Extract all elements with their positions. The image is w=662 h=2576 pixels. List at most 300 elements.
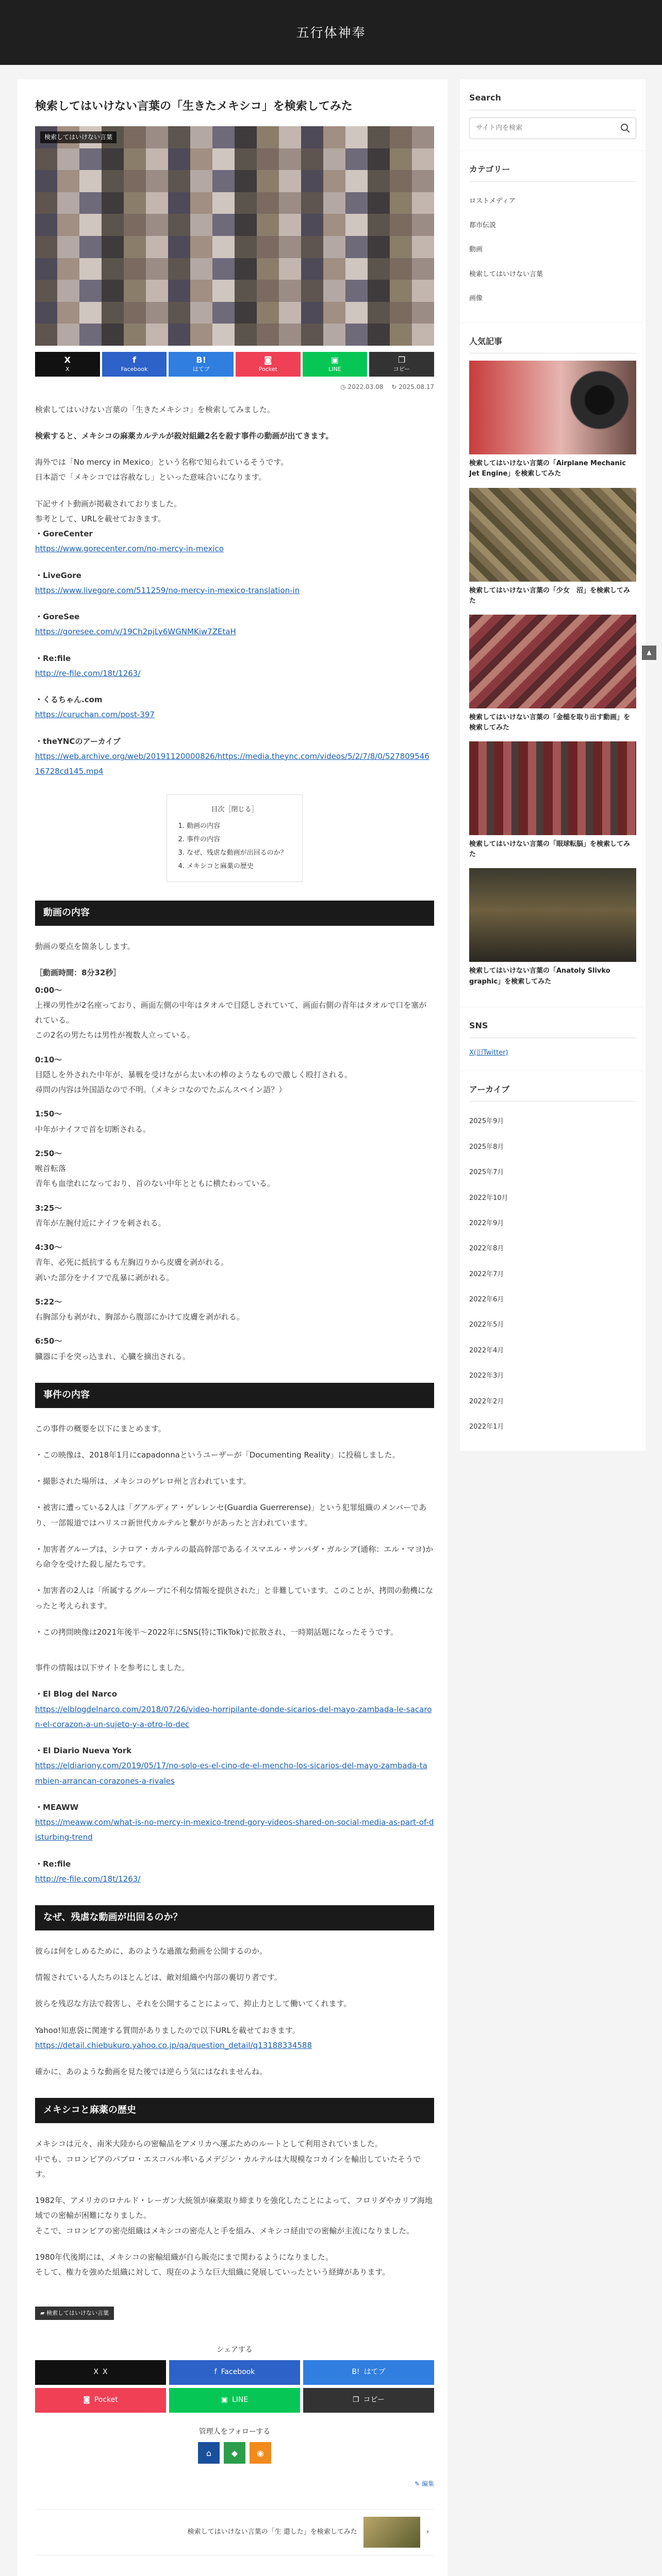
search-box [469,117,636,139]
mosaic-tile [146,280,168,302]
eyecatch-image [35,126,434,346]
paragraph: 彼らは何をしめるために、あのような過激な動画を公開するのか。 [35,1946,268,1956]
mosaic-tile [323,148,345,171]
mosaic-tile [168,280,190,302]
section-lead: 動画の要点を箇条しします。 [35,942,135,952]
source-item [35,1687,434,1732]
share-hatena-button[interactable] [169,352,234,377]
mosaic-tile [257,258,279,280]
sns-widget [460,1007,646,1071]
source-link[interactable]: http://re-file.com/18t/1263/ [35,668,141,678]
mosaic-tile [368,280,390,302]
timeline-entry [35,1334,434,1364]
mosaic-tile [390,302,412,324]
search-icon[interactable] [620,123,631,133]
entry-content [35,402,434,2576]
mosaic-tile [257,302,279,324]
timeline-text: 右胸部分も剥がれ、胸部から腹部にかけて皮膚を剥がれる。 [35,1312,244,1322]
time-label: ［動画時間：8分32秒］ [35,968,121,978]
source-link[interactable]: https://web.archive.org/web/20191120000826/https://media.theync.com/videos/5/2/7/8/0/52780954616728cd145.mp4 [35,751,429,776]
post-title: 検索してはいけない言葉の「Airplane Mechanic Jet Engine」を検索してみた [469,460,626,478]
paragraph: ・被害に遭っている2人は「グアルディア・ゲレレンセ(Guardia Guerrerense)」という犯罪組織のメンバーであり、一部報道ではハリスコ新世代カルテルと繋がりがあったと言われています。 [35,1503,427,1528]
mosaic-tile [190,258,212,280]
toc-item[interactable]: 1. 動画の内容 [187,820,292,833]
mosaic-tile [390,214,412,236]
category-item[interactable]: 都市伝説 [469,221,496,229]
mosaic-tile [212,170,235,192]
tag-badge[interactable] [35,2307,114,2319]
timestamp: 1:50〜 [35,1109,62,1119]
toc-item[interactable]: 3. なぜ、残虐な動画が出回るのか？ [187,846,292,860]
intro-line: 参考として、URLを載せておきます。 [35,514,166,523]
section-heading: 動画の内容 [35,901,434,926]
timestamp: 2:50〜 [35,1148,62,1158]
comments-title [35,2574,434,2576]
share-facebook-button[interactable] [102,352,167,377]
paragraph [35,2250,434,2280]
toc-title[interactable]: 目次［閉じる］ [211,806,258,814]
mosaic-tile [235,170,257,192]
mosaic-tile [102,192,124,214]
mosaic-tile [212,302,235,324]
mosaic-tile [345,324,368,346]
mosaic-tile [124,236,146,258]
mosaic-tile [368,126,390,148]
mosaic-tile [190,148,212,171]
mosaic-tile [323,192,345,214]
mosaic-tile [168,126,190,148]
feedly-icon[interactable]: ◆ [224,2442,245,2464]
mosaic-tile [79,148,102,171]
share-facebook-button[interactable] [169,2360,300,2385]
mosaic-tile [368,192,390,214]
share-hatena-button[interactable] [303,2360,434,2385]
timestamp: 0:10〜 [35,1055,62,1064]
mosaic-tile [412,126,434,148]
post-title: 検索してはいけない言葉の「Anatoly Slivko graphic」を検索してみた [469,967,610,986]
section-heading: なぜ、残虐な動画が出回るのか？ [35,1905,434,1930]
chevron-up-icon: ▲ [647,649,652,656]
mosaic-tile [390,192,412,214]
timeline-text: 目隠しを外された中年が、暴戦を受けながら太い木の棒のようなもので激しく殴打される。 [35,1070,353,1079]
archive-widget [460,1071,646,1451]
mosaic-tile [35,148,57,171]
mosaic-tile [102,258,124,280]
mosaic-tile [57,302,79,324]
mosaic-tile [412,170,434,192]
mosaic-tile [279,258,301,280]
mosaic-tile [102,214,124,236]
mosaic-tile [412,302,434,324]
mosaic-tile [212,258,235,280]
mosaic-tile [146,214,168,236]
source-item [35,1800,434,1845]
mosaic-tile [79,280,102,302]
mosaic-tile [190,280,212,302]
mosaic-tile [390,324,412,346]
home-icon[interactable]: ⌂ [198,2442,220,2464]
mosaic-tile [79,258,102,280]
widget-title: Search [469,91,636,110]
mosaic-tile [79,192,102,214]
mosaic-tile [390,170,412,192]
mosaic-tile [235,324,257,346]
mosaic-tile [323,302,345,324]
source-link[interactable]: https://curuchan.com/post-397 [35,710,155,720]
timeline-text: この2名の男たちは男性が複数人立っている。 [35,1030,195,1040]
search-widget [460,79,646,150]
intro-paragraph: 検索してはいけない言葉の「生きたメキシコ」を検索してみました。 [35,404,275,414]
mosaic-tile [190,236,212,258]
mosaic-tile [124,324,146,346]
timeline-entry [35,1107,434,1137]
mosaic-tile [212,236,235,258]
paragraph: 彼らを残忍な方法で殺害し、それを公開することによって、抑止力として働いてくれます。 [35,1999,352,2009]
incident-summary [35,1421,434,1676]
follow-box [35,2425,434,2464]
timeline-entry [35,1053,434,1098]
mosaic-tile [102,236,124,258]
popular-post[interactable] [469,868,636,987]
mosaic-tile [368,214,390,236]
mosaic-tile [102,324,124,346]
mosaic-tile [323,214,345,236]
archive-item[interactable]: 2022年10月 [469,1194,508,1202]
archive-item[interactable]: 2022年8月 [469,1245,504,1253]
mosaic-tile [301,302,323,324]
mosaic-tile [257,280,279,302]
mosaic-tile [190,192,212,214]
share-line-button[interactable] [169,2388,300,2413]
pencil-icon: ✎ [415,2480,422,2488]
source-item [35,568,434,599]
popular-post[interactable] [469,488,636,606]
popular-post[interactable] [469,361,636,479]
mosaic-tile [235,192,257,214]
site-title[interactable]: 五行体神奉 [296,25,366,40]
mosaic-tile [345,302,368,324]
mosaic-tile [323,126,345,148]
mosaic-tile [35,214,57,236]
paragraph: 確かに、あのような動画を見た後では逆らう気にはなれませんね。 [35,2067,268,2077]
mosaic-tile [257,236,279,258]
mosaic-tile [57,258,79,280]
mosaic-tile [57,214,79,236]
refresh-icon: ↻ [391,383,397,391]
archive-item[interactable]: 2025年9月 [469,1117,504,1126]
mosaic-tile [212,192,235,214]
mosaic-tile [345,192,368,214]
share-x-button[interactable] [35,352,100,377]
pocket-icon: ◙ [83,2396,90,2404]
mosaic-tile [279,324,301,346]
mosaic-tile [279,302,301,324]
source-item [35,651,434,682]
edit-label: 編集 [421,2480,434,2488]
mosaic-tile [279,280,301,302]
timeline-entry [35,983,434,1043]
section-heading: メキシコと麻薬の歴史 [35,2098,434,2123]
mosaic-tile [235,236,257,258]
share-pocket-button[interactable] [35,2388,166,2413]
mosaic-tile [412,192,434,214]
paragraph-line: 1980年代後期には、メキシコの密輸組織が自ら販売にまで関わるようになりました。 [35,2252,334,2262]
mosaic-tile [168,214,190,236]
mosaic-tile [368,236,390,258]
share-copy-button[interactable] [303,2388,434,2413]
source-name: ・Re:file [35,653,71,663]
timeline-text: 臓器に手を突っ込まれ、心臓を摘出される。 [35,1351,190,1361]
post-thumbnail [469,615,636,708]
post-thumbnail [469,488,636,582]
mosaic-tile [57,148,79,171]
category-item[interactable]: ロストメディア [469,197,516,205]
paragraph [35,2137,434,2182]
mosaic-tile [35,170,57,192]
post-title: 検索してはいけない言葉の「金槌を取り出す動画」を検索してみた [469,713,631,732]
timeline-text: 喉首転落 [35,1164,67,1174]
mosaic-tile [323,258,345,280]
comment-area [35,2574,434,2576]
toc-item[interactable]: 2. 事件の内容 [187,833,292,846]
mosaic-tile [124,258,146,280]
paragraph: ・この映像は、2018年1月にcapadonnaというユーザーが「Documenting Reality」に投稿しました。 [35,1450,400,1460]
share-copy-button[interactable] [369,352,434,377]
source-item [35,734,434,779]
mosaic-tile [390,258,412,280]
copy-icon: ❐ [352,2396,359,2404]
mosaic-tile [124,148,146,171]
share-label: はてブ [363,2368,386,2377]
mosaic-tile [301,236,323,258]
source-link[interactable]: http://re-file.com/18t/1263/ [35,1874,141,1884]
category-label[interactable]: 検索してはいけない言葉 [40,131,117,143]
scroll-to-top-button[interactable] [642,646,656,660]
source-link[interactable]: https://goresee.com/v/19Ch2pjLy6WGNMKiw7ZEtaH [35,627,236,637]
category-item[interactable]: 検索してはいけない言葉 [469,270,543,278]
mosaic-tile [345,126,368,148]
clock-icon: ◷ [340,383,346,391]
site-header [0,0,662,65]
share-label: X [103,2368,108,2377]
mosaic-tile [124,126,146,148]
archive-item[interactable]: 2022年6月 [469,1296,504,1304]
main-article [18,79,448,2576]
source-item [35,527,434,557]
mosaic-tile [146,302,168,324]
widget-title: アーカイブ [469,1082,636,1102]
mosaic-tile [168,148,190,171]
paragraph [35,2193,434,2239]
popular-widget [460,323,646,1007]
mosaic-tile [168,236,190,258]
mosaic-tile [323,236,345,258]
paragraph-line: そこで、コロンビアの密売組織はメキシコの密売人と手を組み、メキシコ経由での密輸が主流になりました。 [35,2226,415,2235]
x-icon: X [64,355,71,365]
next-post-title: 検索してはいけない言葉の「生 還した」を検索してみた [187,2528,357,2536]
share-line-button[interactable] [303,352,368,377]
mosaic-tile [257,214,279,236]
mosaic-tile [412,148,434,171]
paragraph: ・加害者の2人は「所属するグループに不利な情報を提供された」と非難しています。このことが、拷問の動機になったと考えられます。 [35,1586,434,1611]
line-icon: ▣ [221,2396,228,2404]
source-name: ・El Blog del Narco [35,1689,117,1699]
mosaic-tile [235,126,257,148]
source-link[interactable]: https://elblogdelnarco.com/2018/07/26/video-horripilante-donde-sicarios-del-mayo-zambada-le-sacaron-el-corazon-a-un-sujeto-y-a-otro-lo-dec [35,1704,432,1729]
source-link[interactable]: https://eldiariony.com/2019/05/17/no-solo-es-el-cino-de-el-mencho-los-sicarios-del-mayo-zambada-tambien-arrancan-corazones-a-rivales [35,1761,427,1786]
mosaic-tile [345,170,368,192]
archive-item[interactable]: 2022年9月 [469,1219,504,1227]
mosaic-tile [146,236,168,258]
post-title: 検索してはいけない言葉の「眼球転脳」を検索してみた [469,840,631,859]
mosaic-tile [35,324,57,346]
paragraph [35,2023,434,2054]
mosaic-tile [368,148,390,171]
mosaic-tile [79,324,102,346]
popular-post[interactable] [469,741,636,860]
mosaic-tile [35,258,57,280]
share-label: X [65,366,70,373]
popular-post[interactable] [469,615,636,733]
share-x-button[interactable] [35,2360,166,2385]
share-label: Pocket [258,366,277,373]
paragraph: ・加害者グループは、シナロア・カルテルの最高幹部であるイスマエル・サンバダ・ガルシア(通称：エル・マヨ)から命令を受けた殺し屋たちです。 [35,1544,434,1569]
archive-item[interactable]: 2022年5月 [469,1321,504,1329]
source-name: ・GoreSee [35,612,80,622]
mosaic-tile [301,214,323,236]
category-item[interactable]: 動画 [469,246,483,254]
date-published: 2022.03.08 [347,383,384,391]
archive-item[interactable]: 2022年7月 [469,1270,504,1278]
folder-icon: ▰ [40,2310,46,2317]
mosaic-image [35,126,434,346]
mosaic-tile [279,148,301,171]
mosaic-tile [35,280,57,302]
post-thumbnail [469,868,636,962]
paragraph: ・この拷問映像は2021年後半〜2022年にSNS(特にTikTok)で拡散され、一時期話題になったそうです。 [35,1627,399,1637]
archive-item[interactable]: 2022年4月 [469,1346,504,1354]
facebook-icon: f [133,355,136,365]
mosaic-tile [235,302,257,324]
mosaic-tile [79,236,102,258]
category-widget [460,150,646,323]
share-label: Facebook [121,366,148,373]
toc-item[interactable]: 4. メキシコと麻薬の歴史 [187,860,292,873]
mosaic-tile [301,280,323,302]
video-timeline [35,965,434,1364]
timeline-text: 中年がナイフで首を切断される。 [35,1124,151,1134]
twitter-link[interactable]: X(旧Twitter) [469,1048,508,1057]
intro-paragraph [35,497,434,527]
timeline-text: 青年も血塗れになっており、首のない中年とともに横たわっている。 [35,1179,275,1189]
post-dates [35,382,434,393]
paragraph: この事件の概要を以下にまとめます。 [35,1423,166,1433]
mosaic-tile [301,148,323,171]
mosaic-tile [279,126,301,148]
hatena-icon: B! [352,2368,360,2377]
widget-title: カテゴリー [469,162,636,182]
mosaic-tile [124,170,146,192]
mosaic-tile [235,148,257,171]
archive-item[interactable]: 2025年7月 [469,1168,504,1177]
mosaic-tile [412,258,434,280]
mosaic-tile [124,280,146,302]
timestamp: 3:25〜 [35,1203,62,1213]
source-list [35,527,434,779]
category-item[interactable]: 画像 [469,295,483,303]
archive-item[interactable]: 2022年1月 [469,1423,504,1431]
mosaic-tile [35,192,57,214]
mosaic-tile [57,324,79,346]
tag-label: 検索してはいけない言葉 [46,2310,109,2317]
mosaic-tile [257,126,279,148]
share-label: LINE [231,2396,249,2404]
source-link[interactable]: https://www.livegore.com/511259/no-mercy-in-mexico-translation-in [35,585,300,595]
next-post-thumbnail [363,2517,420,2548]
mosaic-tile [412,280,434,302]
share-label: コピー [363,2396,385,2404]
mosaic-tile [412,236,434,258]
edit-link[interactable] [35,2478,434,2490]
timestamp: 6:50〜 [35,1336,62,1346]
search-input[interactable] [470,118,636,139]
share-pocket-button[interactable] [236,352,301,377]
chiebukuro-link[interactable]: https://detail.chiebukuro.yahoo.co.jp/qa/question_detail/q13188334588 [35,2040,312,2050]
next-post-link[interactable] [35,2509,434,2555]
paragraph-line: メキシコは元々、南米大陸からの密輸品をアメリカへ運ぶためのルートとして利用されていました。 [35,2139,383,2149]
source-link[interactable]: https://www.gorecenter.com/no-mercy-in-mexico [35,544,224,554]
timeline-text: 青年、必死に抵抗するも左胸辺りから皮膚を剥がれる。 [35,1258,229,1267]
archive-item[interactable]: 2022年2月 [469,1397,504,1405]
intro-line: 日本語で「メキシコでは容赦なし」といった意味合いになります。 [35,472,267,482]
mosaic-tile [235,214,257,236]
mosaic-tile [235,280,257,302]
source-name: ・El Diario Nueva York [35,1746,132,1756]
follow-title: 管理人をフォローする [198,2427,271,2436]
mosaic-tile [301,192,323,214]
source-link[interactable]: https://meaww.com/what-is-no-mercy-in-mexico-trend-gory-videos-shared-on-social-media-as-part-of-disturbing-trend [35,1818,434,1842]
mosaic-tile [146,170,168,192]
source-item [35,1857,434,1887]
source-item [35,692,434,723]
mosaic-tile [212,280,235,302]
archive-item[interactable]: 2025年8月 [469,1143,504,1151]
mosaic-tile [345,214,368,236]
mosaic-tile [368,170,390,192]
mosaic-tile [390,280,412,302]
mosaic-tile [190,302,212,324]
mosaic-tile [102,170,124,192]
mosaic-tile [168,258,190,280]
rss-icon[interactable]: ◉ [250,2442,271,2464]
mosaic-tile [390,236,412,258]
mosaic-tile [390,148,412,171]
archive-item[interactable]: 2022年3月 [469,1372,504,1380]
section-heading: 事件の内容 [35,1383,434,1408]
mosaic-tile [412,214,434,236]
paragraph-line: 中でも、コロンビアのパブロ・エスコバル率いるメデジン・カルテルは大規模なコカインを輸出していたそうです。 [35,2154,421,2179]
mosaic-tile [57,192,79,214]
mosaic-tile [102,148,124,171]
mosaic-tile [390,126,412,148]
timeline-entry [35,1240,434,1285]
mosaic-tile [345,258,368,280]
mosaic-tile [102,302,124,324]
mosaic-tile [190,214,212,236]
mosaic-tile [279,214,301,236]
mosaic-tile [257,192,279,214]
post-thumbnail [469,361,636,454]
